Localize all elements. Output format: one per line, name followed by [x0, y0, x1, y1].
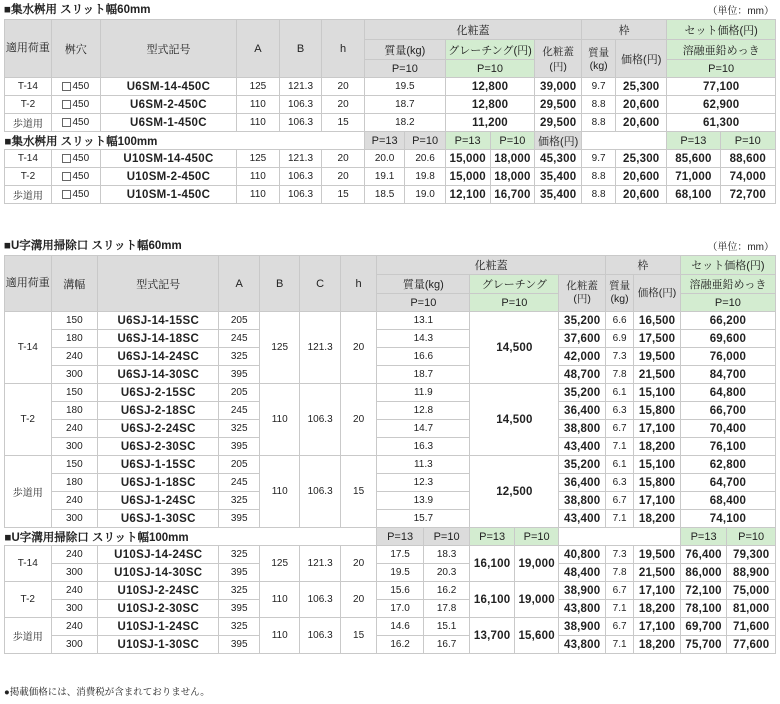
checkbox-icon: [62, 82, 71, 91]
col-frame-group: 枠: [582, 20, 667, 40]
col-frame-price: 価格(円): [634, 275, 681, 312]
col-grating-p10: P=10: [445, 60, 534, 78]
col-h: h: [340, 256, 376, 312]
col-b: B: [279, 20, 322, 78]
col-cover-group: 化粧蓋: [364, 20, 581, 40]
section1-unit: （単位：mm）: [707, 6, 774, 17]
table-row: 歩道用 450 U6SM-1-450C 110 106.3 15 18.2 11,200 29,500 8.8 20,600 61,300: [5, 114, 776, 132]
checkbox-icon: [62, 172, 71, 181]
section2b-title: ■U字溝用掃除口 スリット幅100mm: [5, 528, 377, 546]
table-row: T-2 240 U10SJ-2-24SC 325 110 106.3 20 15.6 16.2 16,100 19,000 38,900 6.7 17,100 72,100 75,000: [5, 582, 776, 600]
section1-title: ■集水桝用 スリット幅60mm: [4, 4, 151, 16]
col-load: 適用荷重: [5, 256, 52, 312]
col-b: B: [259, 256, 299, 312]
table-row: T-14 150 U6SJ-14-15SC 205 125 121.3 20 13.1 14,500 35,200 6.6 16,500 66,200: [5, 312, 776, 330]
table-row: T-2 450 U6SM-2-450C 110 106.3 20 18.7 12,800 29,500 8.8 20,600 62,900: [5, 96, 776, 114]
table-row: 歩道用 150 U6SJ-1-15SC 205 110 106.3 15 11.3 12,500 35,200 6.1 15,100 62,800: [5, 456, 776, 474]
col-frame-group: 枠: [605, 256, 680, 275]
table-u-ditch: [4, 255, 776, 654]
table-row: T-14 450 U10SM-14-450C 125 121.3 20 20.0 20.6 15,000 18,000 45,300 9.7 25,300 85,600 88,600: [5, 150, 776, 168]
col-galvanized: 溶融亜鉛めっき: [680, 275, 775, 294]
col-grating-p10: P=10: [470, 294, 559, 312]
col-grating-price: グレーチング(円): [445, 40, 534, 60]
col-cover-group: 化粧蓋: [377, 256, 606, 275]
col-mass: 質量(kg): [364, 40, 445, 60]
col-set-p10: P=10: [667, 60, 776, 78]
col-frame-mass: 質量(kg): [582, 40, 616, 78]
table-row: 歩道用 240 U10SJ-1-24SC 325 110 106.3 15 14.6 15.1 13,700 15,600 38,900 6.7 17,100 69,700 71,600: [5, 618, 776, 636]
col-frame-price: 価格(円): [616, 40, 667, 78]
table-row: 300 U6SJ-2-30SC 395 16.3 43,400 7.1 18,200 76,100: [5, 438, 776, 456]
table-row: 240 U6SJ-1-24SC 325 13.9 38,800 6.7 17,100 68,400: [5, 492, 776, 510]
table-row: 180 U6SJ-2-18SC 245 12.8 36,400 6.3 15,800 66,700: [5, 402, 776, 420]
col-cover-price: 化粧蓋(円): [559, 275, 606, 312]
col-set-price: セット価格(円): [680, 256, 775, 275]
checkbox-icon: [62, 118, 71, 127]
table-row: T-2 450 U10SM-2-450C 110 106.3 20 19.1 19.8 15,000 18,000 35,400 8.8 20,600 71,000 74,000: [5, 168, 776, 186]
col-cover-price: 化粧蓋(円): [535, 40, 582, 78]
footnote: ●掲載価格には、消費税が含まれておりません。: [4, 687, 210, 698]
col-set-price: セット価格(円): [667, 20, 776, 40]
col-model: 型式記号: [98, 256, 219, 312]
col-pit: 桝穴: [51, 20, 100, 78]
table-row: 歩道用 450 U10SM-1-450C 110 106.3 15 18.5 19.0 12,100 16,700 35,400 8.8 20,600 68,100 72,700: [5, 186, 776, 204]
col-h: h: [322, 20, 365, 78]
checkbox-icon: [62, 154, 71, 163]
table-row: T-2 150 U6SJ-2-15SC 205 110 106.3 20 11.9 14,500 35,200 6.1 15,100 64,800: [5, 384, 776, 402]
section1b-title: ■集水桝用 スリット幅100mm: [5, 132, 365, 150]
col-mass-p10: P=10: [377, 294, 470, 312]
col-grating: グレーチング: [470, 275, 559, 294]
table-row: 240 U6SJ-2-24SC 325 14.7 38,800 6.7 17,100 70,400: [5, 420, 776, 438]
table-row: 300 U10SJ-14-30SC 395 19.5 20.3 48,400 7.8 21,500 86,000 88,900: [5, 564, 776, 582]
col-galvanized: 溶融亜鉛めっき: [667, 40, 776, 60]
subsection-header: ■集水桝用 スリット幅100mm P=13 P=10 P=13 P=10 価格(円) P=13 P=10: [5, 132, 776, 150]
table-row: 180 U6SJ-1-18SC 245 12.3 36,400 6.3 15,800 64,700: [5, 474, 776, 492]
col-model: 型式記号: [100, 20, 236, 78]
col-width: 溝幅: [51, 256, 98, 312]
table-row: 300 U10SJ-2-30SC 395 17.0 17.8 43,800 7.1 18,200 78,100 81,000: [5, 600, 776, 618]
col-c: C: [300, 256, 340, 312]
table-row: 300 U6SJ-14-30SC 395 18.7 48,700 7.8 21,500 84,700: [5, 366, 776, 384]
col-mass: 質量(kg): [377, 275, 470, 294]
col-load: 適用荷重: [5, 20, 52, 78]
table-row: 180 U6SJ-14-18SC 245 14.3 37,600 6.9 17,500 69,600: [5, 330, 776, 348]
table-row: 300 U10SJ-1-30SC 395 16.2 16.7 43,800 7.1 18,200 75,700 77,600: [5, 636, 776, 654]
section2-title: ■U字溝用掃除口 スリット幅60mm: [4, 240, 182, 252]
col-a: A: [237, 20, 280, 78]
checkbox-icon: [62, 100, 71, 109]
table-row: 300 U6SJ-1-30SC 395 15.7 43,400 7.1 18,200 74,100: [5, 510, 776, 528]
col-frame-mass: 質量(kg): [605, 275, 633, 312]
table-row: T-14 240 U10SJ-14-24SC 325 125 121.3 20 17.5 18.3 16,100 19,000 40,800 7.3 19,500 76,400 79,300: [5, 546, 776, 564]
checkbox-icon: [62, 190, 71, 199]
col-mass-p10: P=10: [364, 60, 445, 78]
col-a: A: [219, 256, 259, 312]
table-row: 240 U6SJ-14-24SC 325 16.6 42,000 7.3 19,500 76,000: [5, 348, 776, 366]
table-row: T-14 450 U6SM-14-450C 125 121.3 20 19.5 12,800 39,000 9.7 25,300 77,100: [5, 78, 776, 96]
col-set-p10: P=10: [680, 294, 775, 312]
subsection-header: ■U字溝用掃除口 スリット幅100mm P=13 P=10 P=13 P=10 P=13 P=10: [5, 528, 776, 546]
section2-unit: （単位：mm）: [707, 242, 774, 253]
table-catch-basin: [4, 19, 776, 204]
